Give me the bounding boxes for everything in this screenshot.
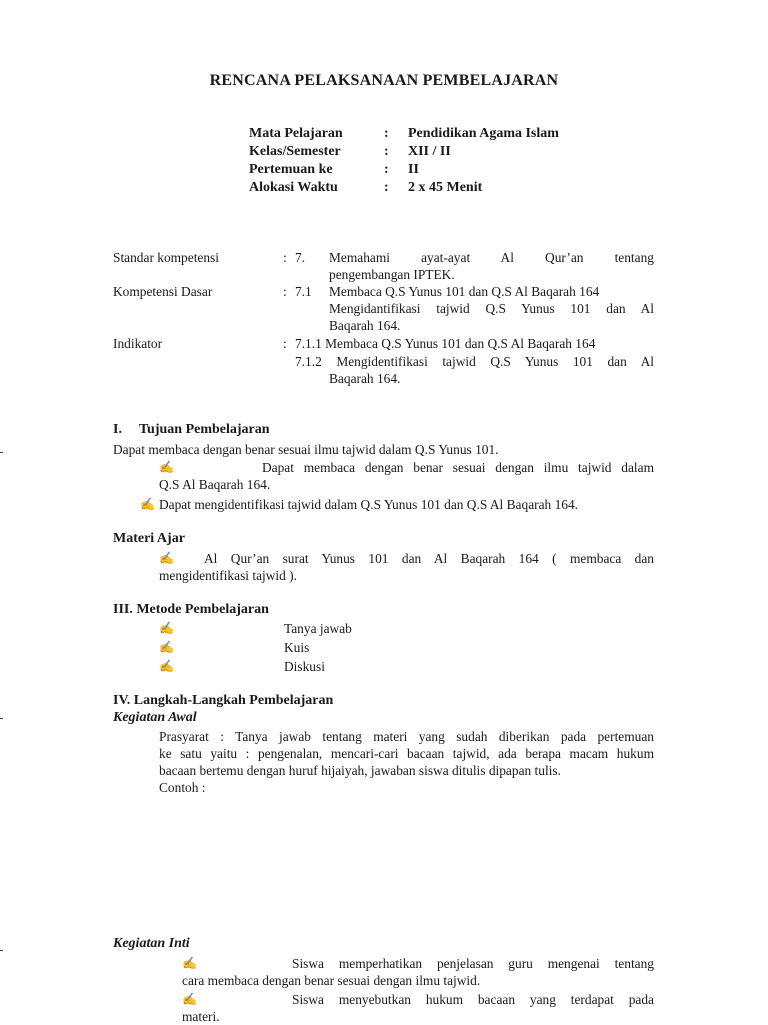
metode-item: Kuis [284,640,310,655]
indikator-item: 7.1.2 Mengidentifikasi tajwid Q.S Yunus 101 dan Al [295,354,654,369]
writing-hand-icon: ✍ [159,551,174,565]
info-value: 2 x 45 Menit [408,180,483,195]
kompetensi-separator: : [283,284,287,299]
indikator-label: Indikator [113,336,163,351]
standar-separator: : [283,250,287,265]
margin-mark [0,950,3,951]
kompetensi-text: Baqarah 164. [329,318,401,333]
kompetensi-label: Kompetensi Dasar [113,284,213,299]
indikator-item: Baqarah 164. [329,371,401,386]
prasyarat-text: ke satu yaitu : pengenalan, mencari-cari bacaan tajwid, ada berapa macam hukum [159,746,654,761]
materi-text: mengidentifikasi tajwid ). [159,568,297,583]
writing-hand-icon: ✍ [159,621,174,635]
kompetensi-text: Mengidantifikasi tajwid Q.S Yunus 101 dan Al [329,301,654,316]
info-separator: : [384,126,389,141]
writing-hand-icon: ✍ [140,497,155,511]
tujuan-text: Dapat membaca dengan benar sesuai ilmu tajwid dalam Q.S Yunus 101. [113,442,499,457]
tujuan-bullet: Q.S Al Baqarah 164. [159,477,271,492]
inti-text: cara membaca dengan benar sesuai dengan ilmu tajwid. [182,973,481,988]
standar-label: Standar kompetensi [113,250,219,265]
prasyarat-text: Prasyarat : Tanya jawab tentang materi yang sudah diberikan pada pertemuan [159,729,654,744]
writing-hand-icon: ✍ [159,460,174,474]
section-heading: IV. Langkah-Langkah Pembelajaran [113,693,334,708]
info-separator: : [384,144,389,159]
info-label: Mata Pelajaran [249,126,343,141]
writing-hand-icon: ✍ [182,956,197,970]
info-label: Kelas/Semester [249,144,341,159]
writing-hand-icon: ✍ [159,659,174,673]
prasyarat-text: bacaan bertemu dengan huruf hijaiyah, jawaban siswa ditulis dipapan tulis. [159,763,561,778]
writing-hand-icon: ✍ [159,640,174,654]
materi-text: Al Qur’an surat Yunus 101 dan Al Baqarah 164 ( membaca dan [204,551,654,566]
standar-number: 7. [295,250,306,265]
contoh-label: Contoh : [159,780,206,795]
kompetensi-text: Membaca Q.S Yunus 101 dan Q.S Al Baqarah 164 [329,284,600,299]
info-separator: : [384,180,389,195]
section-heading: Tujuan Pembelajaran [139,422,270,437]
info-value: II [408,162,419,177]
kompetensi-number: 7.1 [295,284,312,299]
margin-mark [0,452,3,453]
info-separator: : [384,162,389,177]
info-value: Pendidikan Agama Islam [408,126,559,141]
inti-text: Siswa menyebutkan hukum bacaan yang terdapat pada [292,992,654,1007]
inti-text: materi. [182,1009,220,1024]
tujuan-bullet: Dapat membaca dengan benar sesuai dengan ilmu tajwid dalam [262,460,654,475]
metode-item: Tanya jawab [284,621,352,636]
section-heading: III. Metode Pembelajaran [113,602,269,617]
info-label: Pertemuan ke [249,162,333,177]
standar-text: pengembangan IPTEK. [329,267,455,282]
writing-hand-icon: ✍ [182,992,197,1006]
indikator-item: 7.1.1 Membaca Q.S Yunus 101 dan Q.S Al Baqarah 164 [295,336,596,351]
subsection-heading: Kegiatan Awal [113,710,197,725]
metode-item: Diskusi [284,659,325,674]
info-value: XII / II [408,144,451,159]
inti-text: Siswa memperhatikan penjelasan guru mengenai tentang [292,956,654,971]
section-number: I. [113,422,122,437]
standar-text: Memahami ayat-ayat Al Qur’an tentang [329,250,654,265]
margin-mark [0,718,3,719]
info-label: Alokasi Waktu [249,180,338,195]
tujuan-bullet: Dapat mengidentifikasi tajwid dalam Q.S Yunus 101 dan Q.S Al Baqarah 164. [159,497,579,512]
section-heading: Materi Ajar [113,531,185,546]
indikator-separator: : [283,336,287,351]
subsection-heading: Kegiatan Inti [113,936,190,951]
document-title: RENCANA PELAKSANAAN PEMBELAJARAN [209,72,559,89]
